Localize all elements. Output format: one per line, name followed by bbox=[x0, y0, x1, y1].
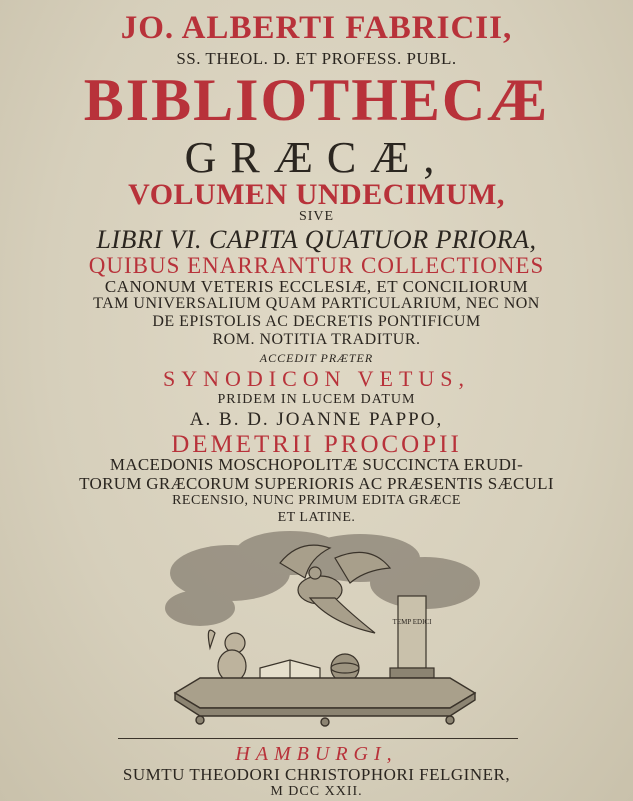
description-line-1: QUIBUS ENARRANTUR COLLECTIONES bbox=[88, 253, 545, 278]
work-title-line-2: GRÆCÆ, bbox=[184, 133, 449, 182]
divider-rule bbox=[118, 738, 518, 739]
column-inscription: TEMP EDICI bbox=[392, 618, 432, 626]
imprint-year: M DCC XXII. bbox=[270, 784, 363, 799]
pridem-line: PRIDEM IN LUCEM DATUM bbox=[217, 392, 416, 407]
engraved-vignette bbox=[160, 528, 490, 728]
description-line-7: TORUM GRÆCORUM SUPERIORIS AC PRÆSENTIS SÆCULI bbox=[79, 474, 554, 493]
platform-illustration bbox=[175, 678, 475, 726]
author-name: JO. ALBERTI FABRICII, bbox=[120, 10, 513, 46]
description-line-2: CANONUM VETERIS ECCLESIÆ, ET CONCILIORUM bbox=[104, 277, 529, 296]
description-line-9: ET LATINE. bbox=[277, 510, 356, 525]
synodicon-line: SYNODICON VETUS, bbox=[162, 366, 471, 391]
description-line-4: DE EPISTOLIS AC DECRETIS PONTIFICUM bbox=[152, 313, 481, 330]
imprint-place: HAMBURGI, bbox=[235, 743, 398, 765]
sive-line: SIVE bbox=[298, 209, 335, 224]
books-line: LIBRI VI. CAPITA QUATUOR PRIORA, bbox=[96, 225, 537, 254]
editor-line: A. B. D. JOANNE PAPPO, bbox=[189, 409, 444, 430]
demetrii-line: DEMETRII PROCOPII bbox=[171, 431, 462, 458]
accedit-line: ACCEDIT PRÆTER bbox=[259, 351, 374, 365]
description-line-5: ROM. NOTITIA TRADITUR. bbox=[212, 331, 421, 348]
work-title-line-1: BIBLIOTHECÆ bbox=[83, 67, 550, 133]
imprint-publisher: SUMTU THEODORI CHRISTOPHORI FELGINER, bbox=[122, 765, 511, 784]
volume-number: VOLUMEN UNDECIMUM, bbox=[128, 178, 505, 211]
author-titles: SS. THEOL. D. ET PROFESS. PUBL. bbox=[176, 49, 457, 68]
description-line-6: MACEDONIS MOSCHOPOLITÆ SUCCINCTA ERUDI- bbox=[109, 455, 524, 474]
description-line-8: RECENSIO, NUNC PRIMUM EDITA GRÆCE bbox=[172, 493, 461, 508]
putto-illustration bbox=[208, 630, 246, 682]
description-line-3: TAM UNIVERSALIUM QUAM PARTICULARIUM, NEC NON bbox=[93, 295, 540, 312]
